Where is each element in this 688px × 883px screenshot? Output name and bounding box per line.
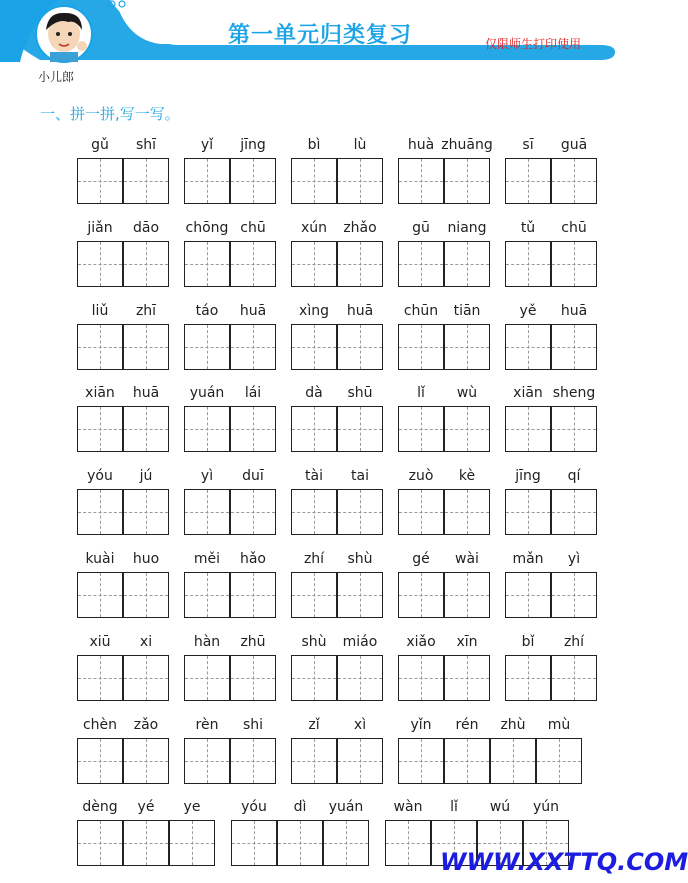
writing-cell[interactable] (398, 324, 444, 370)
guide-line (100, 242, 101, 286)
logo-caption: 小儿郎 (38, 70, 75, 84)
guide-line (207, 739, 208, 783)
writing-cell[interactable] (337, 406, 383, 452)
pinyin-label: dà (305, 385, 323, 401)
pinyin-label: xì (353, 717, 367, 733)
pinyin-label: yóu (241, 799, 267, 815)
writing-cell[interactable] (184, 406, 230, 452)
pinyin-label: lù (353, 137, 367, 153)
guide-line (421, 242, 422, 286)
guide-line (574, 242, 575, 286)
guide-line (146, 490, 147, 534)
writing-cell[interactable] (505, 241, 551, 287)
pinyin-label: bì (307, 137, 321, 153)
guide-line (253, 159, 254, 203)
guide-line (146, 656, 147, 700)
pinyin-label: tai (351, 468, 369, 484)
pinyin-label: huā (560, 303, 588, 319)
guide-line (253, 739, 254, 783)
pinyin-label: tǔ (520, 220, 536, 236)
pinyin-label: xīn (456, 634, 478, 650)
pinyin-label: lǐ (450, 799, 458, 815)
guide-line (360, 159, 361, 203)
pinyin-label: zhī (135, 303, 157, 319)
pinyin-label: ye (183, 799, 201, 815)
pinyin-label: yuán (189, 385, 225, 401)
writing-cell[interactable] (184, 241, 230, 287)
guide-line (253, 242, 254, 286)
writing-cell[interactable] (291, 489, 337, 535)
pinyin-label: zhí (303, 551, 325, 567)
writing-cell[interactable] (337, 158, 383, 204)
guide-line (207, 656, 208, 700)
guide-line (421, 490, 422, 534)
guide-line (314, 407, 315, 451)
pinyin-label: huā (239, 303, 267, 319)
guide-line (360, 739, 361, 783)
guide-line (574, 490, 575, 534)
guide-line (100, 407, 101, 451)
guide-line (253, 656, 254, 700)
guide-line (253, 325, 254, 369)
writing-cell[interactable] (398, 738, 444, 784)
pinyin-label: kè (458, 468, 476, 484)
writing-cell[interactable] (123, 324, 169, 370)
guide-line (360, 242, 361, 286)
pinyin-label: dèng (82, 799, 118, 815)
guide-line (253, 490, 254, 534)
writing-cell[interactable] (323, 820, 369, 866)
guide-line (207, 407, 208, 451)
pinyin-label: xiū (89, 634, 111, 650)
writing-cell[interactable] (444, 324, 490, 370)
pinyin-label: jīng (240, 137, 266, 153)
pinyin-label: yé (137, 799, 155, 815)
guide-line (528, 407, 529, 451)
writing-cell[interactable] (505, 489, 551, 535)
guide-line (314, 656, 315, 700)
pinyin-label: zhǎo (343, 220, 377, 236)
guide-line (314, 325, 315, 369)
guide-line (528, 242, 529, 286)
writing-cell[interactable] (536, 738, 582, 784)
pinyin-label: yǐn (410, 717, 432, 733)
writing-cell[interactable] (291, 406, 337, 452)
pinyin-label: zǐ (308, 717, 320, 733)
guide-line (421, 656, 422, 700)
guide-line (574, 159, 575, 203)
guide-line (559, 739, 560, 783)
pinyin-label: shù (301, 634, 327, 650)
guide-line (146, 573, 147, 617)
writing-cell[interactable] (230, 241, 276, 287)
pinyin-label: huà (407, 137, 435, 153)
writing-cell[interactable] (184, 158, 230, 204)
pinyin-label: huo (132, 551, 160, 567)
writing-cell[interactable] (398, 572, 444, 618)
pinyin-label: shī (135, 137, 157, 153)
pinyin-label: huā (346, 303, 374, 319)
guide-line (360, 407, 361, 451)
writing-cell[interactable] (505, 406, 551, 452)
writing-cell[interactable] (398, 241, 444, 287)
pinyin-label: hàn (193, 634, 221, 650)
guide-line (421, 739, 422, 783)
guide-line (207, 242, 208, 286)
writing-cell[interactable] (123, 158, 169, 204)
writing-cell[interactable] (291, 158, 337, 204)
writing-cell[interactable] (123, 655, 169, 701)
pinyin-label: měi (193, 551, 221, 567)
writing-cell[interactable] (231, 820, 277, 866)
pinyin-label: gé (412, 551, 430, 567)
writing-cell[interactable] (505, 655, 551, 701)
guide-line (528, 490, 529, 534)
writing-cell[interactable] (505, 158, 551, 204)
writing-cell[interactable] (291, 738, 337, 784)
guide-line (207, 573, 208, 617)
guide-line (421, 407, 422, 451)
guide-line (100, 739, 101, 783)
guide-line (467, 159, 468, 203)
pinyin-label: duī (242, 468, 264, 484)
pinyin-label: zhí (563, 634, 585, 650)
pinyin-label: yǐ (200, 137, 214, 153)
pinyin-label: mǎn (512, 551, 544, 567)
pinyin-label: sī (522, 137, 534, 153)
writing-cell[interactable] (398, 655, 444, 701)
guide-line (360, 325, 361, 369)
writing-cell[interactable] (77, 655, 123, 701)
pinyin-label: tài (305, 468, 323, 484)
writing-cell[interactable] (444, 738, 490, 784)
section-title: 一、拼一拼,写一写。 (40, 105, 180, 123)
writing-cell[interactable] (551, 572, 597, 618)
pinyin-label: jú (139, 468, 153, 484)
pinyin-label: yún (532, 799, 560, 815)
guide-line (467, 490, 468, 534)
pinyin-label: zuò (408, 468, 434, 484)
pinyin-label: shù (347, 551, 373, 567)
guide-line (314, 739, 315, 783)
pinyin-label: shi (242, 717, 264, 733)
pinyin-label: miáo (342, 634, 378, 650)
writing-cell[interactable] (291, 655, 337, 701)
writing-cell[interactable] (123, 241, 169, 287)
writing-cell[interactable] (184, 655, 230, 701)
writing-cell[interactable] (291, 572, 337, 618)
guide-line (253, 407, 254, 451)
pinyin-label: huā (132, 385, 160, 401)
guide-line (528, 656, 529, 700)
pinyin-label: zhù (500, 717, 526, 733)
guide-line (467, 656, 468, 700)
pinyin-label: jīng (515, 468, 541, 484)
writing-cell[interactable] (291, 324, 337, 370)
pinyin-label: yì (200, 468, 214, 484)
pinyin-label: lái (244, 385, 262, 401)
writing-cell[interactable] (230, 655, 276, 701)
pinyin-label: xiān (85, 385, 115, 401)
pinyin-label: xiǎo (406, 634, 436, 650)
guide-line (467, 407, 468, 451)
pinyin-label: yóu (87, 468, 113, 484)
watermark: WWW.XXTTQ.COM (440, 848, 688, 876)
pinyin-label: zhū (240, 634, 266, 650)
guide-line (314, 242, 315, 286)
guide-line (300, 821, 301, 865)
guide-line (100, 573, 101, 617)
writing-cell[interactable] (230, 324, 276, 370)
guide-line (146, 325, 147, 369)
guide-line (314, 573, 315, 617)
guide-line (528, 159, 529, 203)
writing-cell[interactable] (398, 158, 444, 204)
guide-line (467, 242, 468, 286)
writing-cell[interactable] (337, 738, 383, 784)
guide-line (574, 407, 575, 451)
guide-line (360, 656, 361, 700)
writing-cell[interactable] (551, 158, 597, 204)
writing-cell[interactable] (77, 738, 123, 784)
writing-cell[interactable] (230, 406, 276, 452)
guide-line (421, 159, 422, 203)
pinyin-label: rén (455, 717, 479, 733)
pinyin-label: xi (139, 634, 153, 650)
guide-line (360, 490, 361, 534)
writing-cell[interactable] (77, 406, 123, 452)
writing-cell[interactable] (337, 324, 383, 370)
pinyin-label: qí (567, 468, 581, 484)
guide-line (100, 325, 101, 369)
pinyin-label: hǎo (239, 551, 267, 567)
guide-line (574, 325, 575, 369)
pinyin-label: sheng (552, 385, 596, 401)
guide-line (100, 821, 101, 865)
pinyin-label: wàn (393, 799, 423, 815)
guide-line (360, 573, 361, 617)
guide-line (314, 490, 315, 534)
pinyin-label: táo (195, 303, 219, 319)
pinyin-label: xún (300, 220, 328, 236)
writing-cell[interactable] (551, 406, 597, 452)
guide-line (146, 242, 147, 286)
writing-cell[interactable] (444, 655, 490, 701)
pinyin-label: wú (489, 799, 511, 815)
writing-cell[interactable] (77, 241, 123, 287)
guide-line (408, 821, 409, 865)
writing-cell[interactable] (337, 655, 383, 701)
writing-cell[interactable] (77, 820, 123, 866)
pinyin-label: zǎo (133, 717, 159, 733)
writing-cell[interactable] (184, 324, 230, 370)
page-title: 第一单元归类复习 (227, 23, 412, 48)
writing-cell[interactable] (169, 820, 215, 866)
pinyin-label: chūn (403, 303, 439, 319)
guide-line (146, 739, 147, 783)
writing-cell[interactable] (123, 738, 169, 784)
writing-cell[interactable] (184, 572, 230, 618)
guide-line (207, 325, 208, 369)
pinyin-label: wài (455, 551, 479, 567)
writing-cell[interactable] (337, 241, 383, 287)
guide-line (314, 159, 315, 203)
pinyin-label: gū (412, 220, 430, 236)
writing-cell[interactable] (490, 738, 536, 784)
pinyin-label: zhuāng (441, 137, 493, 153)
writing-cell[interactable] (398, 406, 444, 452)
writing-cell[interactable] (505, 324, 551, 370)
writing-cell[interactable] (230, 738, 276, 784)
guide-line (146, 821, 147, 865)
writing-cell[interactable] (444, 572, 490, 618)
pinyin-label: gǔ (91, 137, 109, 153)
pinyin-label: yě (519, 303, 537, 319)
pinyin-label: mù (547, 717, 571, 733)
writing-cell[interactable] (444, 158, 490, 204)
writing-cell[interactable] (77, 572, 123, 618)
writing-cell[interactable] (77, 489, 123, 535)
writing-cell[interactable] (123, 489, 169, 535)
writing-cell[interactable] (505, 572, 551, 618)
guide-line (207, 490, 208, 534)
guide-line (192, 821, 193, 865)
pinyin-label: xìng (299, 303, 329, 319)
writing-cell[interactable] (184, 489, 230, 535)
guide-line (100, 490, 101, 534)
pinyin-label: yì (567, 551, 581, 567)
guide-line (253, 573, 254, 617)
guide-line (467, 739, 468, 783)
writing-cell[interactable] (337, 489, 383, 535)
pinyin-label: jiǎn (87, 220, 113, 236)
writing-cell[interactable] (398, 489, 444, 535)
guide-line (146, 407, 147, 451)
guide-line (207, 159, 208, 203)
pinyin-label: tiān (453, 303, 481, 319)
guide-line (513, 739, 514, 783)
pinyin-label: shū (347, 385, 373, 401)
writing-cell[interactable] (123, 572, 169, 618)
guide-line (528, 325, 529, 369)
pinyin-label: lǐ (417, 385, 425, 401)
pinyin-label: chū (561, 220, 587, 236)
pinyin-label: kuài (85, 551, 115, 567)
guide-line (421, 325, 422, 369)
writing-cell[interactable] (184, 738, 230, 784)
guide-line (574, 656, 575, 700)
guide-line (467, 325, 468, 369)
writing-cell[interactable] (444, 241, 490, 287)
guide-line (254, 821, 255, 865)
guide-line (528, 573, 529, 617)
writing-cell[interactable] (230, 572, 276, 618)
pinyin-label: rèn (195, 717, 219, 733)
pinyin-label: liǔ (91, 303, 109, 319)
writing-cell[interactable] (444, 406, 490, 452)
guide-line (346, 821, 347, 865)
writing-cell[interactable] (277, 820, 323, 866)
pinyin-label: chèn (82, 717, 118, 733)
pinyin-label: wù (456, 385, 478, 401)
writing-cell[interactable] (230, 489, 276, 535)
writing-cell[interactable] (385, 820, 431, 866)
writing-cell[interactable] (551, 655, 597, 701)
guide-line (100, 656, 101, 700)
writing-cell[interactable] (123, 406, 169, 452)
guide-line (146, 159, 147, 203)
pinyin-label: niang (447, 220, 487, 236)
pinyin-label: xiān (513, 385, 543, 401)
writing-cell[interactable] (337, 572, 383, 618)
writing-cell[interactable] (230, 158, 276, 204)
pinyin-label: yuán (328, 799, 364, 815)
pinyin-label: bǐ (521, 634, 535, 650)
writing-cell[interactable] (551, 489, 597, 535)
guide-line (574, 573, 575, 617)
usage-note: 仅限师生打印使用 (485, 37, 582, 51)
writing-cell[interactable] (77, 158, 123, 204)
guide-line (100, 159, 101, 203)
pinyin-label: chōng (185, 220, 229, 236)
writing-cell[interactable] (77, 324, 123, 370)
writing-cell[interactable] (444, 489, 490, 535)
pinyin-label: dì (293, 799, 307, 815)
guide-line (421, 573, 422, 617)
pinyin-label: chū (240, 220, 266, 236)
pinyin-label: dāo (132, 220, 160, 236)
guide-line (467, 573, 468, 617)
pinyin-label: guā (560, 137, 588, 153)
writing-cell[interactable] (551, 241, 597, 287)
writing-cell[interactable] (123, 820, 169, 866)
writing-cell[interactable] (291, 241, 337, 287)
writing-cell[interactable] (551, 324, 597, 370)
